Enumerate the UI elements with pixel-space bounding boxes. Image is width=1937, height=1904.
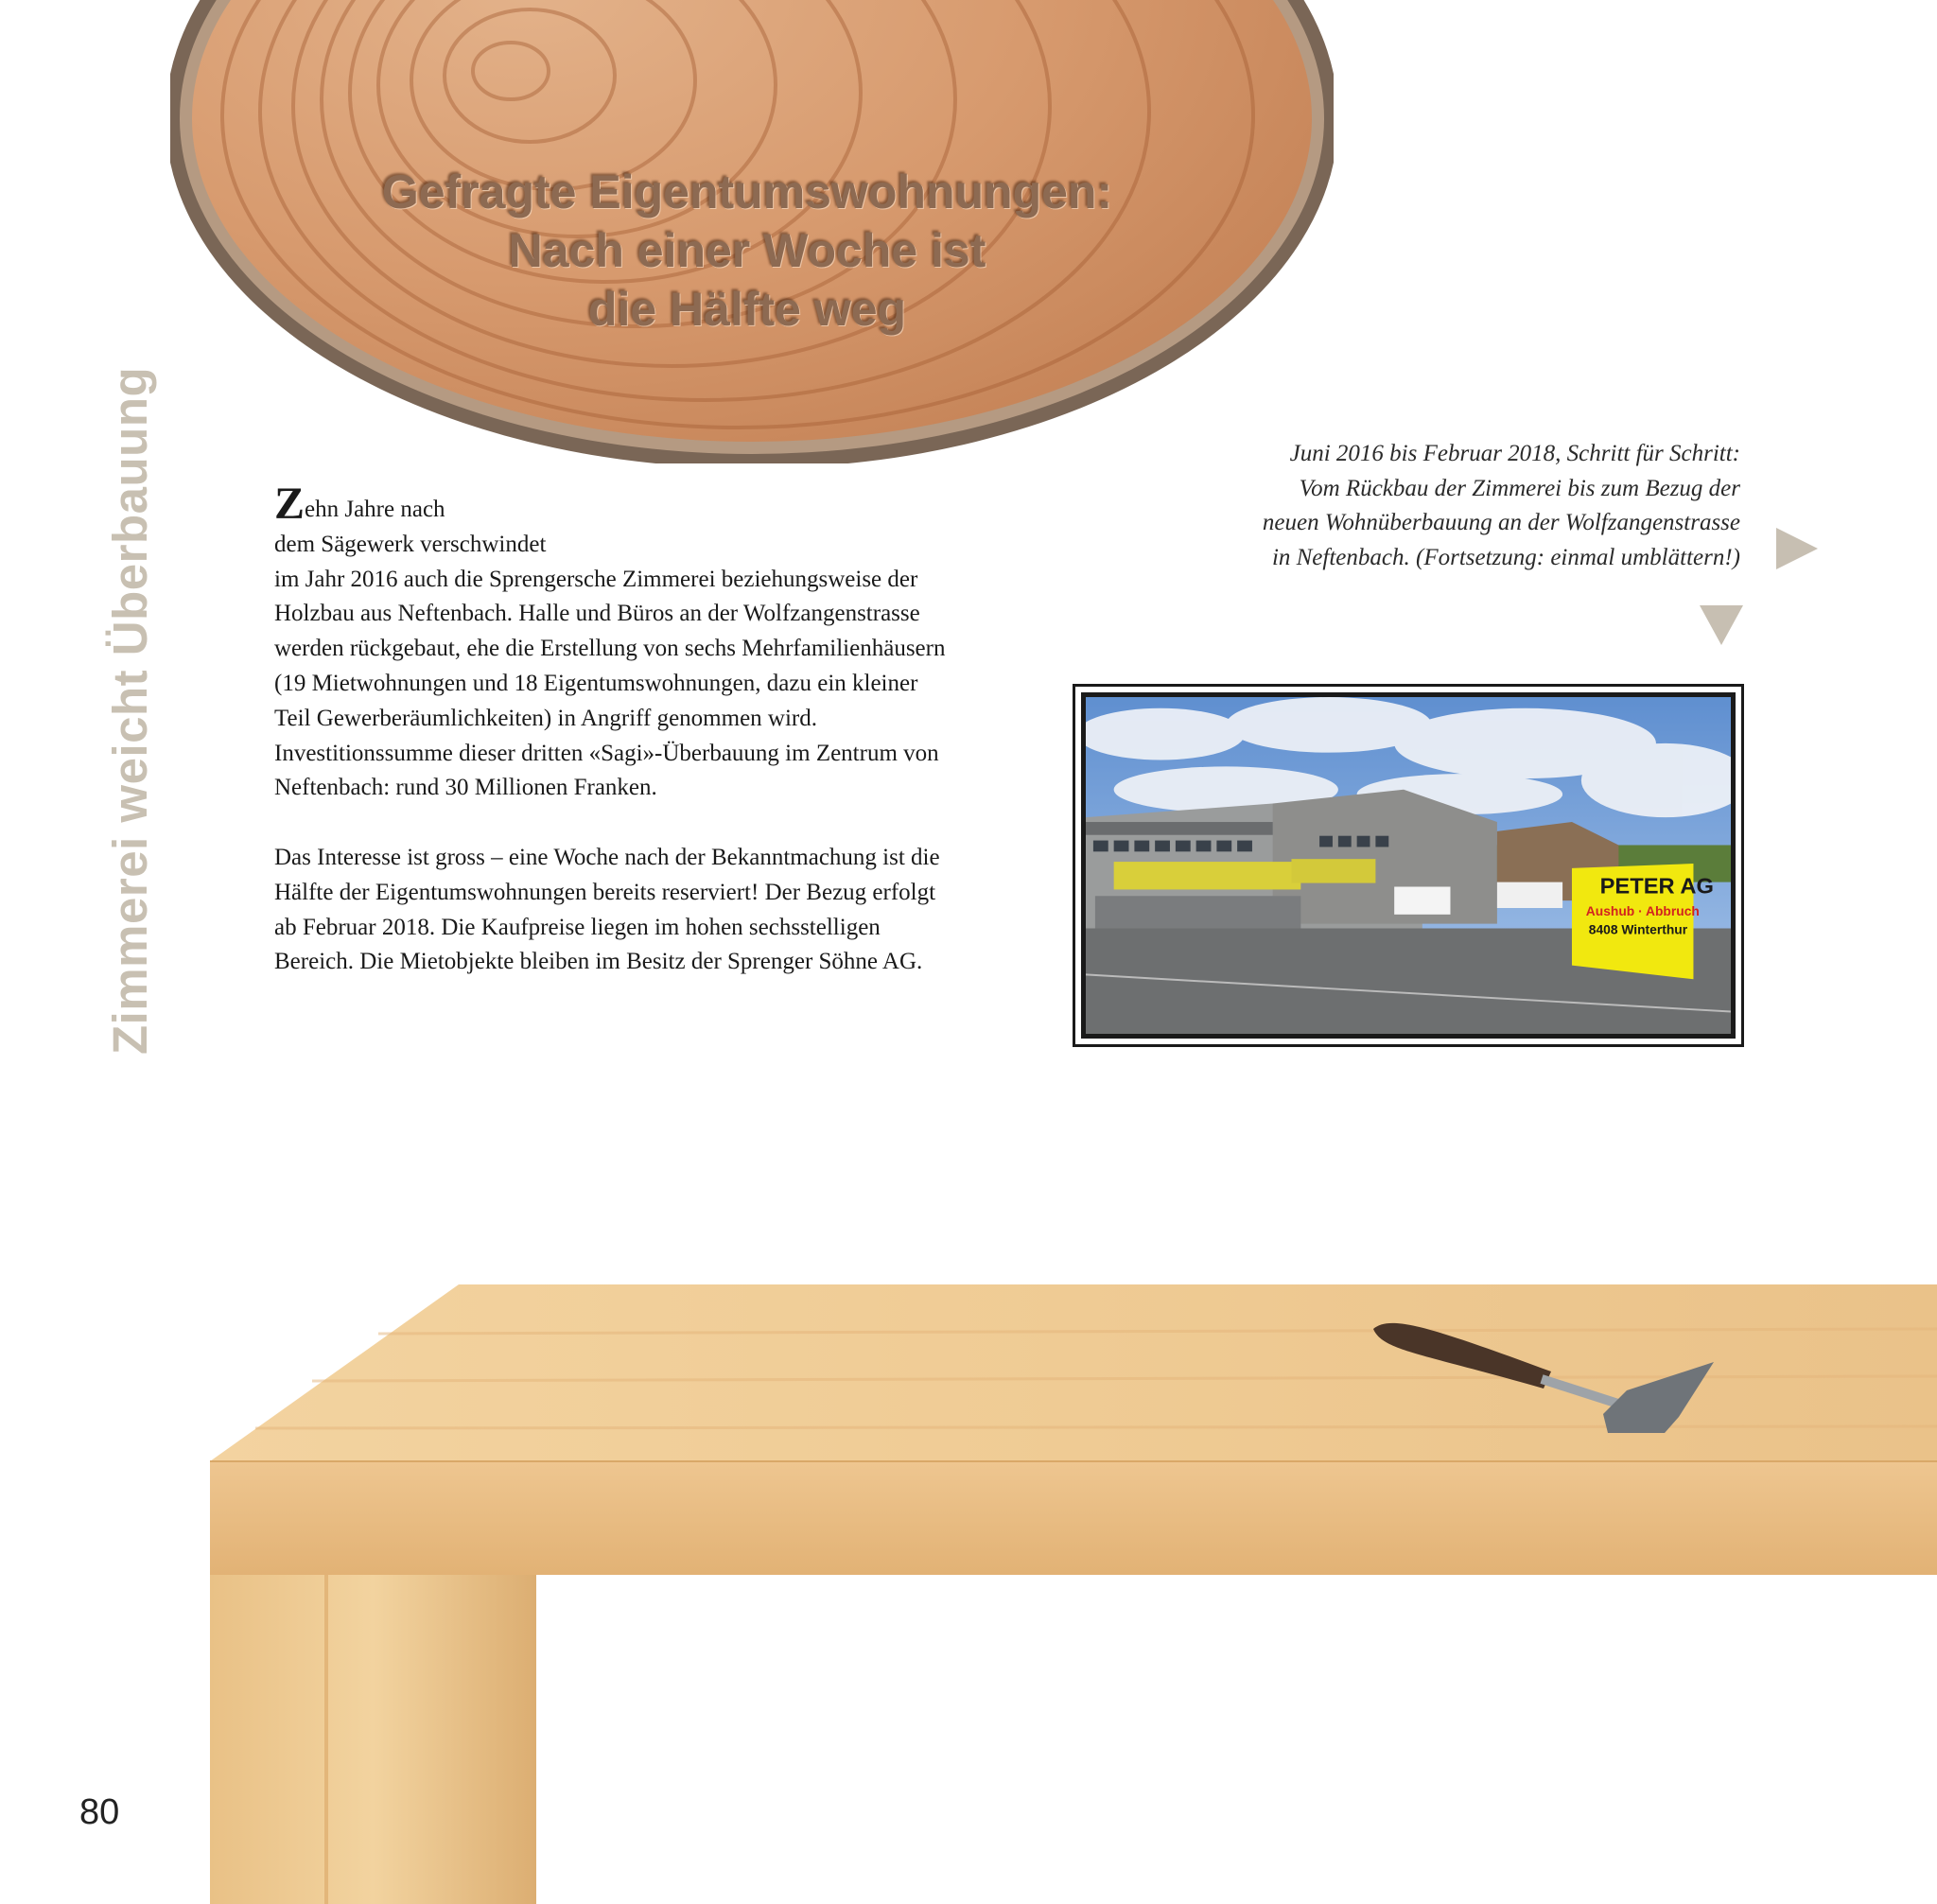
headline-line-1: Gefragte Eigentumswohnungen: [381,166,1113,218]
page-number: 80 [79,1792,120,1832]
sign-services: Aushub · Abbruch [1585,903,1700,918]
paragraph-2: Das Interesse ist gross – eine Woche nach der Bekanntmachung ist die Hälfte der Eigentumswohnungen bereits reserviert! Der Bezug erfolgt ab Februar 2018. Die Kaufpreise liegen im hohen sechsstelligen Bereich. Die Mietobjekte bleiben im Besitz der Sprenger Söhne AG. [274,844,940,975]
headline-line-2: Nach einer Woche ist [508,224,986,277]
sign-company: PETER AG [1599,873,1714,899]
headline-line-3: die Hälfte weg [587,283,907,336]
article-body [274,479,955,980]
caption-line-3: neuen Wohnüberbauung an der Wolfzangenstrasse [1262,510,1740,536]
section-title-vertical: Zimmerei weicht Überbauung [103,366,157,1055]
triangle-down-icon [1700,605,1743,645]
caption-line-4: in Neftenbach. (Fortsetzung: einmal umblättern!) [1271,545,1740,571]
lead-line-1 [274,479,955,529]
caption-line-2: Vom Rückbau der Zimmerei bis zum Bezug der [1299,475,1740,501]
lead-line-2: dem Sägewerk verschwindet [274,531,547,557]
sign-location: 8408 Winterthur [1588,922,1688,937]
caption-line-1: Juni 2016 bis Februar 2018, Schritt für Schritt: [1289,441,1740,466]
wooden-table-illustration [0,1277,1937,1904]
triangle-right-icon [1776,528,1818,569]
dropcap: Z [274,479,305,529]
photo-caption [1163,437,1740,576]
photo-frame [1073,684,1744,1047]
page-headline [274,163,1220,339]
lead-text-1: ehn Jahre nach [305,497,445,522]
paragraph-1 [274,479,955,806]
building-photo [1081,692,1736,1039]
paragraph-1-rest: im Jahr 2016 auch die Sprengersche Zimmerei beziehungsweise der Holzbau aus Neftenbach. Halle und Büros an der Wolfzangenstrasse werden rückgebaut, ehe die Erstellung von sechs Mehrfamilienhäusern (19 Mietwohnungen und 18 Eigentumswohnungen, dazu ein kleiner Teil Gewerberäumlichkeiten) in Angriff genommen wird. Investitionssumme dieser dritten «Sagi»-Überbauung im Zentrum von Neftenbach: rund 30 Millionen Franken. [274,566,946,801]
